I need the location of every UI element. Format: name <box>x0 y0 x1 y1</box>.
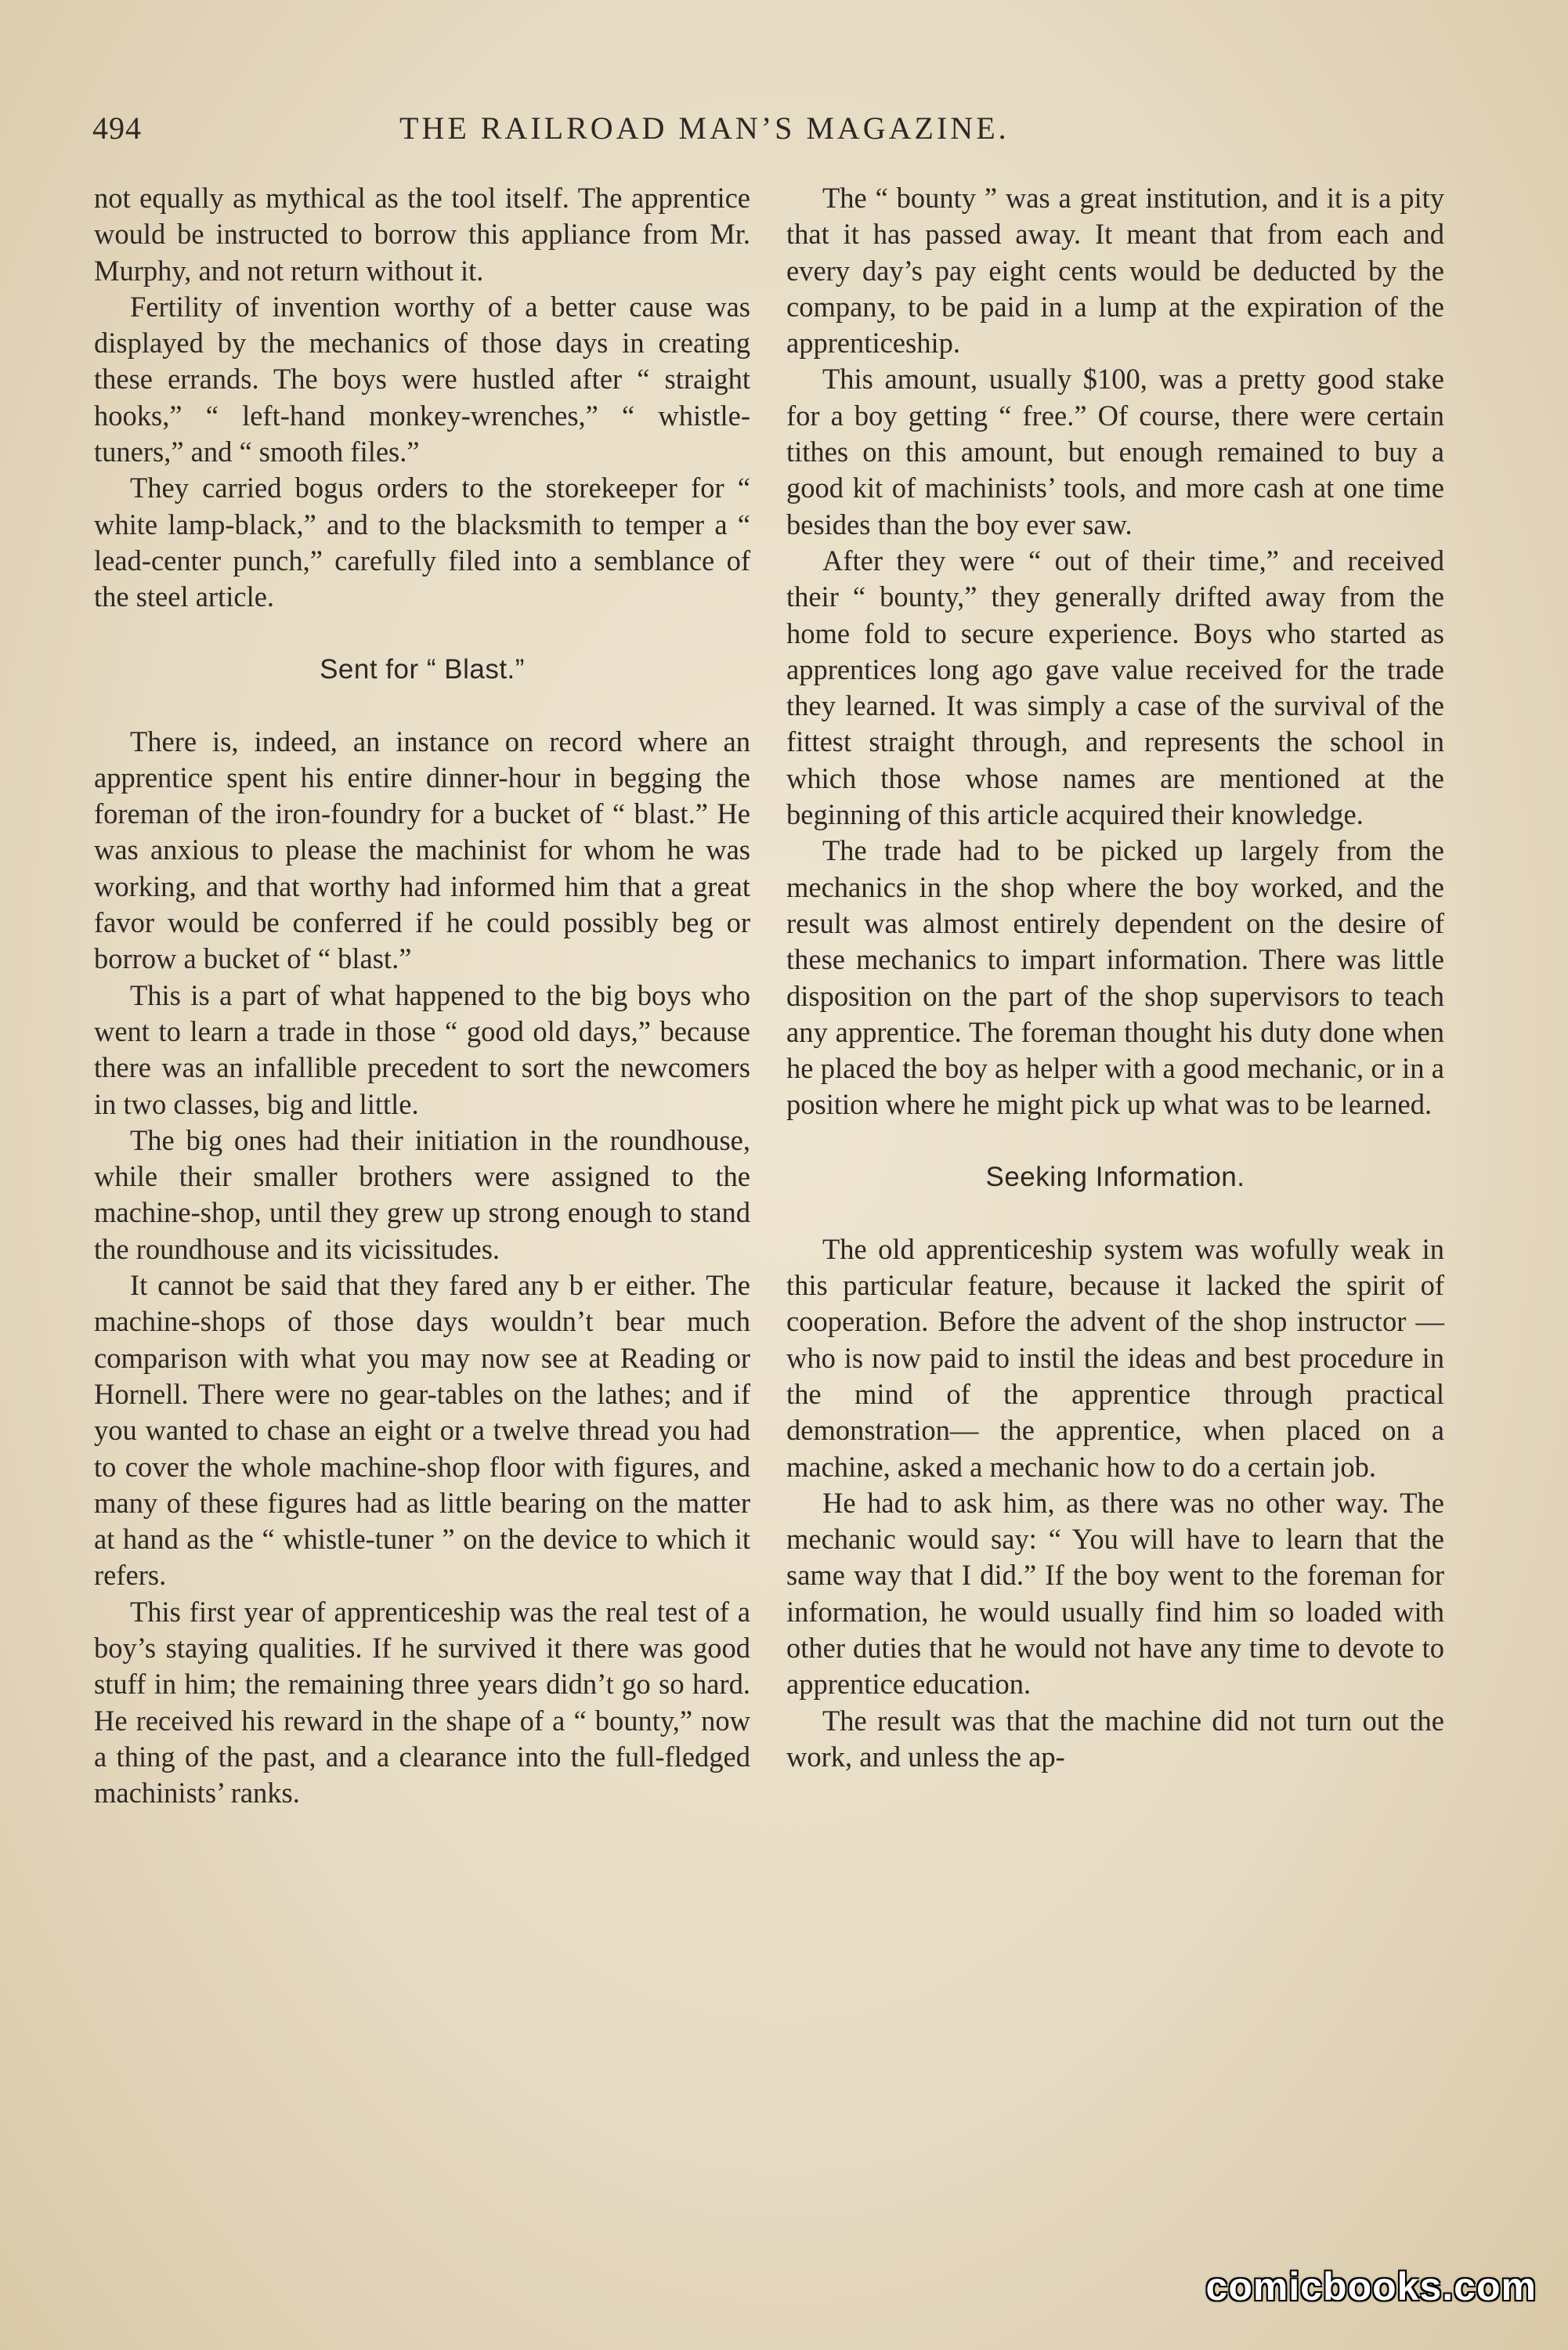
paragraph: The result was that the machine did not turn out the work, and unless the ap- <box>786 1704 1444 1773</box>
right-column <box>786 180 1444 1775</box>
paragraph: After they were “ out of their time,” and received their “ bounty,” they generally drifted away from the home fold to secure experience. Boys who started as apprentices long ago gave value received for the trade they learned. It was simply a case of the survival of the fittest straight through, and represents the school in which those whose names are mentioned at the beginning of this article acquired their knowledge. <box>786 544 1444 831</box>
paragraph: He had to ask him, as there was no other way. The mechanic would say: “ You will have to learn that the same way that I did.” If the boy went to the foreman for information, he would usually find him so loaded with other duties that he would not have any time to devote to apprentice education. <box>786 1486 1444 1701</box>
paragraph: It cannot be said that they fared any b er either. The machine-shops of those days wouldn’t bear much comparison with what you may now see at Reading or Hornell. There were no gear-tables on the lathes; and if you wanted to chase an eight or a twelve thread you had to cover the whole machine-shop floor with figures, and many of these figures had as little bearing on the matter at hand as the “ whistle-tuner ” on the device to which it refers. <box>94 1269 750 1592</box>
page-header <box>0 110 1568 157</box>
page-number: 494 <box>92 110 142 146</box>
running-head: THE RAILROAD MAN’S MAGAZINE. <box>399 110 1010 146</box>
paragraph: The big ones had their initiation in the roundhouse, while their smaller brothers were assigned to the machine-shop, until they grew up strong enough to stand the roundhouse and its vicissitudes. <box>94 1123 750 1265</box>
paragraph: They carried bogus orders to the storekeeper for “ white lamp-black,” and to the blacksmith to temper a “ lead-center punch,” carefully filed into a semblance of the steel article. <box>94 472 750 613</box>
paragraph: There is, indeed, an instance on record where an apprentice spent his entire dinner-hour in begging the foreman of the iron-foundry for a bucket of “ blast.” He was anxious to please the machinist for whom he was working, and that worthy had informed him that a great favor would be conferred if he could possibly beg or borrow a bucket of “ blast.” <box>94 725 750 975</box>
paragraph: Fertility of invention worthy of a better cause was displayed by the mechanics of those days in creating these errands. The boys were hustled after “ straight hooks,” “ left-hand monkey-wrenches,” “ whistle-tuners,” and “ smooth files.” <box>94 290 750 468</box>
paragraph: This first year of apprenticeship was the real test of a boy’s staying qualities. If he survived it there was good stuff in him; the remaining three years didn’t go so hard. He received his reward in the shape of a “ bounty,” now a thing of the past, and a clearance into the full-fledged machinists’ ranks. <box>94 1595 750 1810</box>
watermark-logo: comicbooks.com <box>1205 2265 1537 2308</box>
paragraph: This amount, usually $100, was a pretty good stake for a boy getting “ free.” Of course, there were certain tithes on this amount, but enough remained to buy a good kit of machinists’ tools, and more cash at one time besides than the boy ever saw. <box>786 363 1444 540</box>
paragraph: This is a part of what happened to the big boys who went to learn a trade in those “ good old days,” because there was an infallible precedent to sort the newcomers in two classes, big and little. <box>94 978 750 1120</box>
paragraph: The old apprenticeship system was wofully weak in this particular feature, because it lacked the spirit of cooperation. Before the advent of the shop instructor —who is now paid to instil the ideas and best procedure in the mind of the apprentice through practical demonstration— the apprentice, when placed on a machine, asked a mechanic how to do a certain job. <box>786 1232 1444 1483</box>
section-heading: Sent for “ Blast.” <box>320 653 525 685</box>
paragraph: not equally as mythical as the tool itself. The apprentice would be instructed to borrow this appliance from Mr. Murphy, and not return without it. <box>94 182 750 287</box>
left-column <box>94 180 750 1811</box>
paragraph: The “ bounty ” was a great institution, and it is a pity that it has passed away. It meant that from each and every day’s pay eight cents would be deducted by the company, to be paid in a lump at the expiration of the apprenticeship. <box>786 182 1444 360</box>
section-heading: Seeking Information. <box>985 1161 1245 1192</box>
paragraph: The trade had to be picked up largely from the mechanics in the shop where the boy worked, and the result was almost entirely dependent on the desire of these mechanics to impart information. There was little disposition on the part of the shop supervisors to teach any apprentice. The foreman thought his duty done when he placed the boy as helper with a good mechanic, or in a position where he might pick up what was to be learned. <box>786 834 1444 1121</box>
